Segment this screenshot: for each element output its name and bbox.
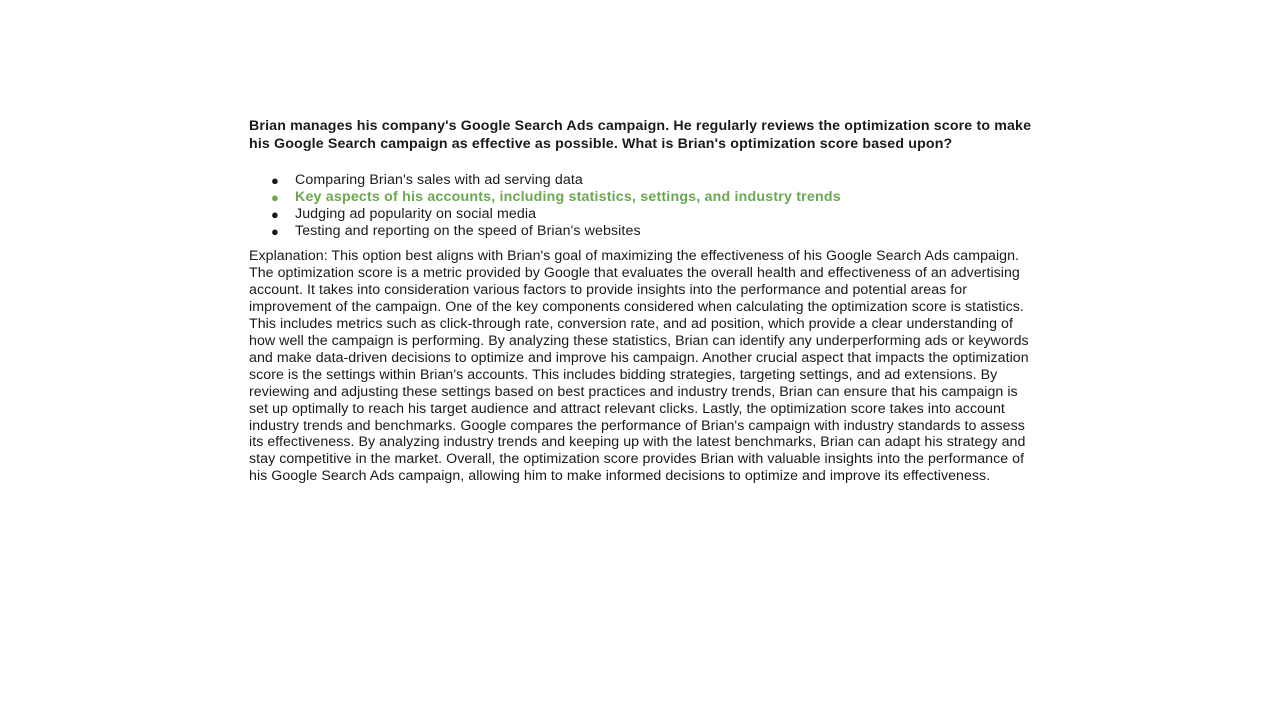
answer-option-1 <box>249 172 1034 189</box>
answer-option-label: Key aspects of his accounts, including statistics, settings, and industry trends <box>295 189 841 205</box>
answer-option-2-correct <box>249 189 1034 206</box>
answer-option-4 <box>249 223 1034 240</box>
answer-option-label: Testing and reporting on the speed of Brian's websites <box>295 223 641 239</box>
question-text: Brian manages his company's Google Search Ads campaign. He regularly reviews the optimization score to make his Google Search campaign as effective as possible. What is Brian's optimization score based upon? <box>249 118 1032 152</box>
explanation-text: Explanation: This option best aligns with Brian's goal of maximizing the effectiveness of his Google Search Ads campaign. The optimization score is a metric provided by Google that evaluates the overall health and effectiveness of an advertising account. It takes into consideration various factors to provide insights into the performance and potential areas for improvement of the campaign. One of the key components considered when calculating the optimization score is statistics. This includes metrics such as click-through rate, conversion rate, and ad position, which provide a clear understanding of how well the campaign is performing. By analyzing these statistics, Brian can identify any underperforming ads or keywords and make data-driven decisions to optimize and improve his campaign. Another crucial aspect that impacts the optimization score is the settings within Brian's accounts. This includes bidding strategies, targeting settings, and ad extensions. By reviewing and adjusting these settings based on best practices and industry trends, Brian can ensure that his campaign is set up optimally to reach his target audience and attract relevant clicks. Lastly, the optimization score takes into account industry trends and benchmarks. Google compares the performance of Brian's campaign with industry standards to assess its effectiveness. By analyzing industry trends and keeping up with the latest benchmarks, Brian can adapt his strategy and stay competitive in the market. Overall, the optimization score provides Brian with valuable insights into the performance of his Google Search Ads campaign, allowing him to make informed decisions to optimize and improve its effectiveness. <box>249 248 1029 485</box>
answer-option-label: Comparing Brian's sales with ad serving data <box>295 172 583 188</box>
bullet-icon: ● <box>271 207 279 222</box>
answer-option-label: Judging ad popularity on social media <box>295 206 537 222</box>
bullet-icon: ● <box>271 190 280 205</box>
bullet-icon: ● <box>271 224 279 239</box>
answer-option-3 <box>249 206 1034 223</box>
quiz-card <box>249 117 1034 485</box>
answer-options-list <box>249 172 1034 240</box>
bullet-icon: ● <box>271 173 279 188</box>
